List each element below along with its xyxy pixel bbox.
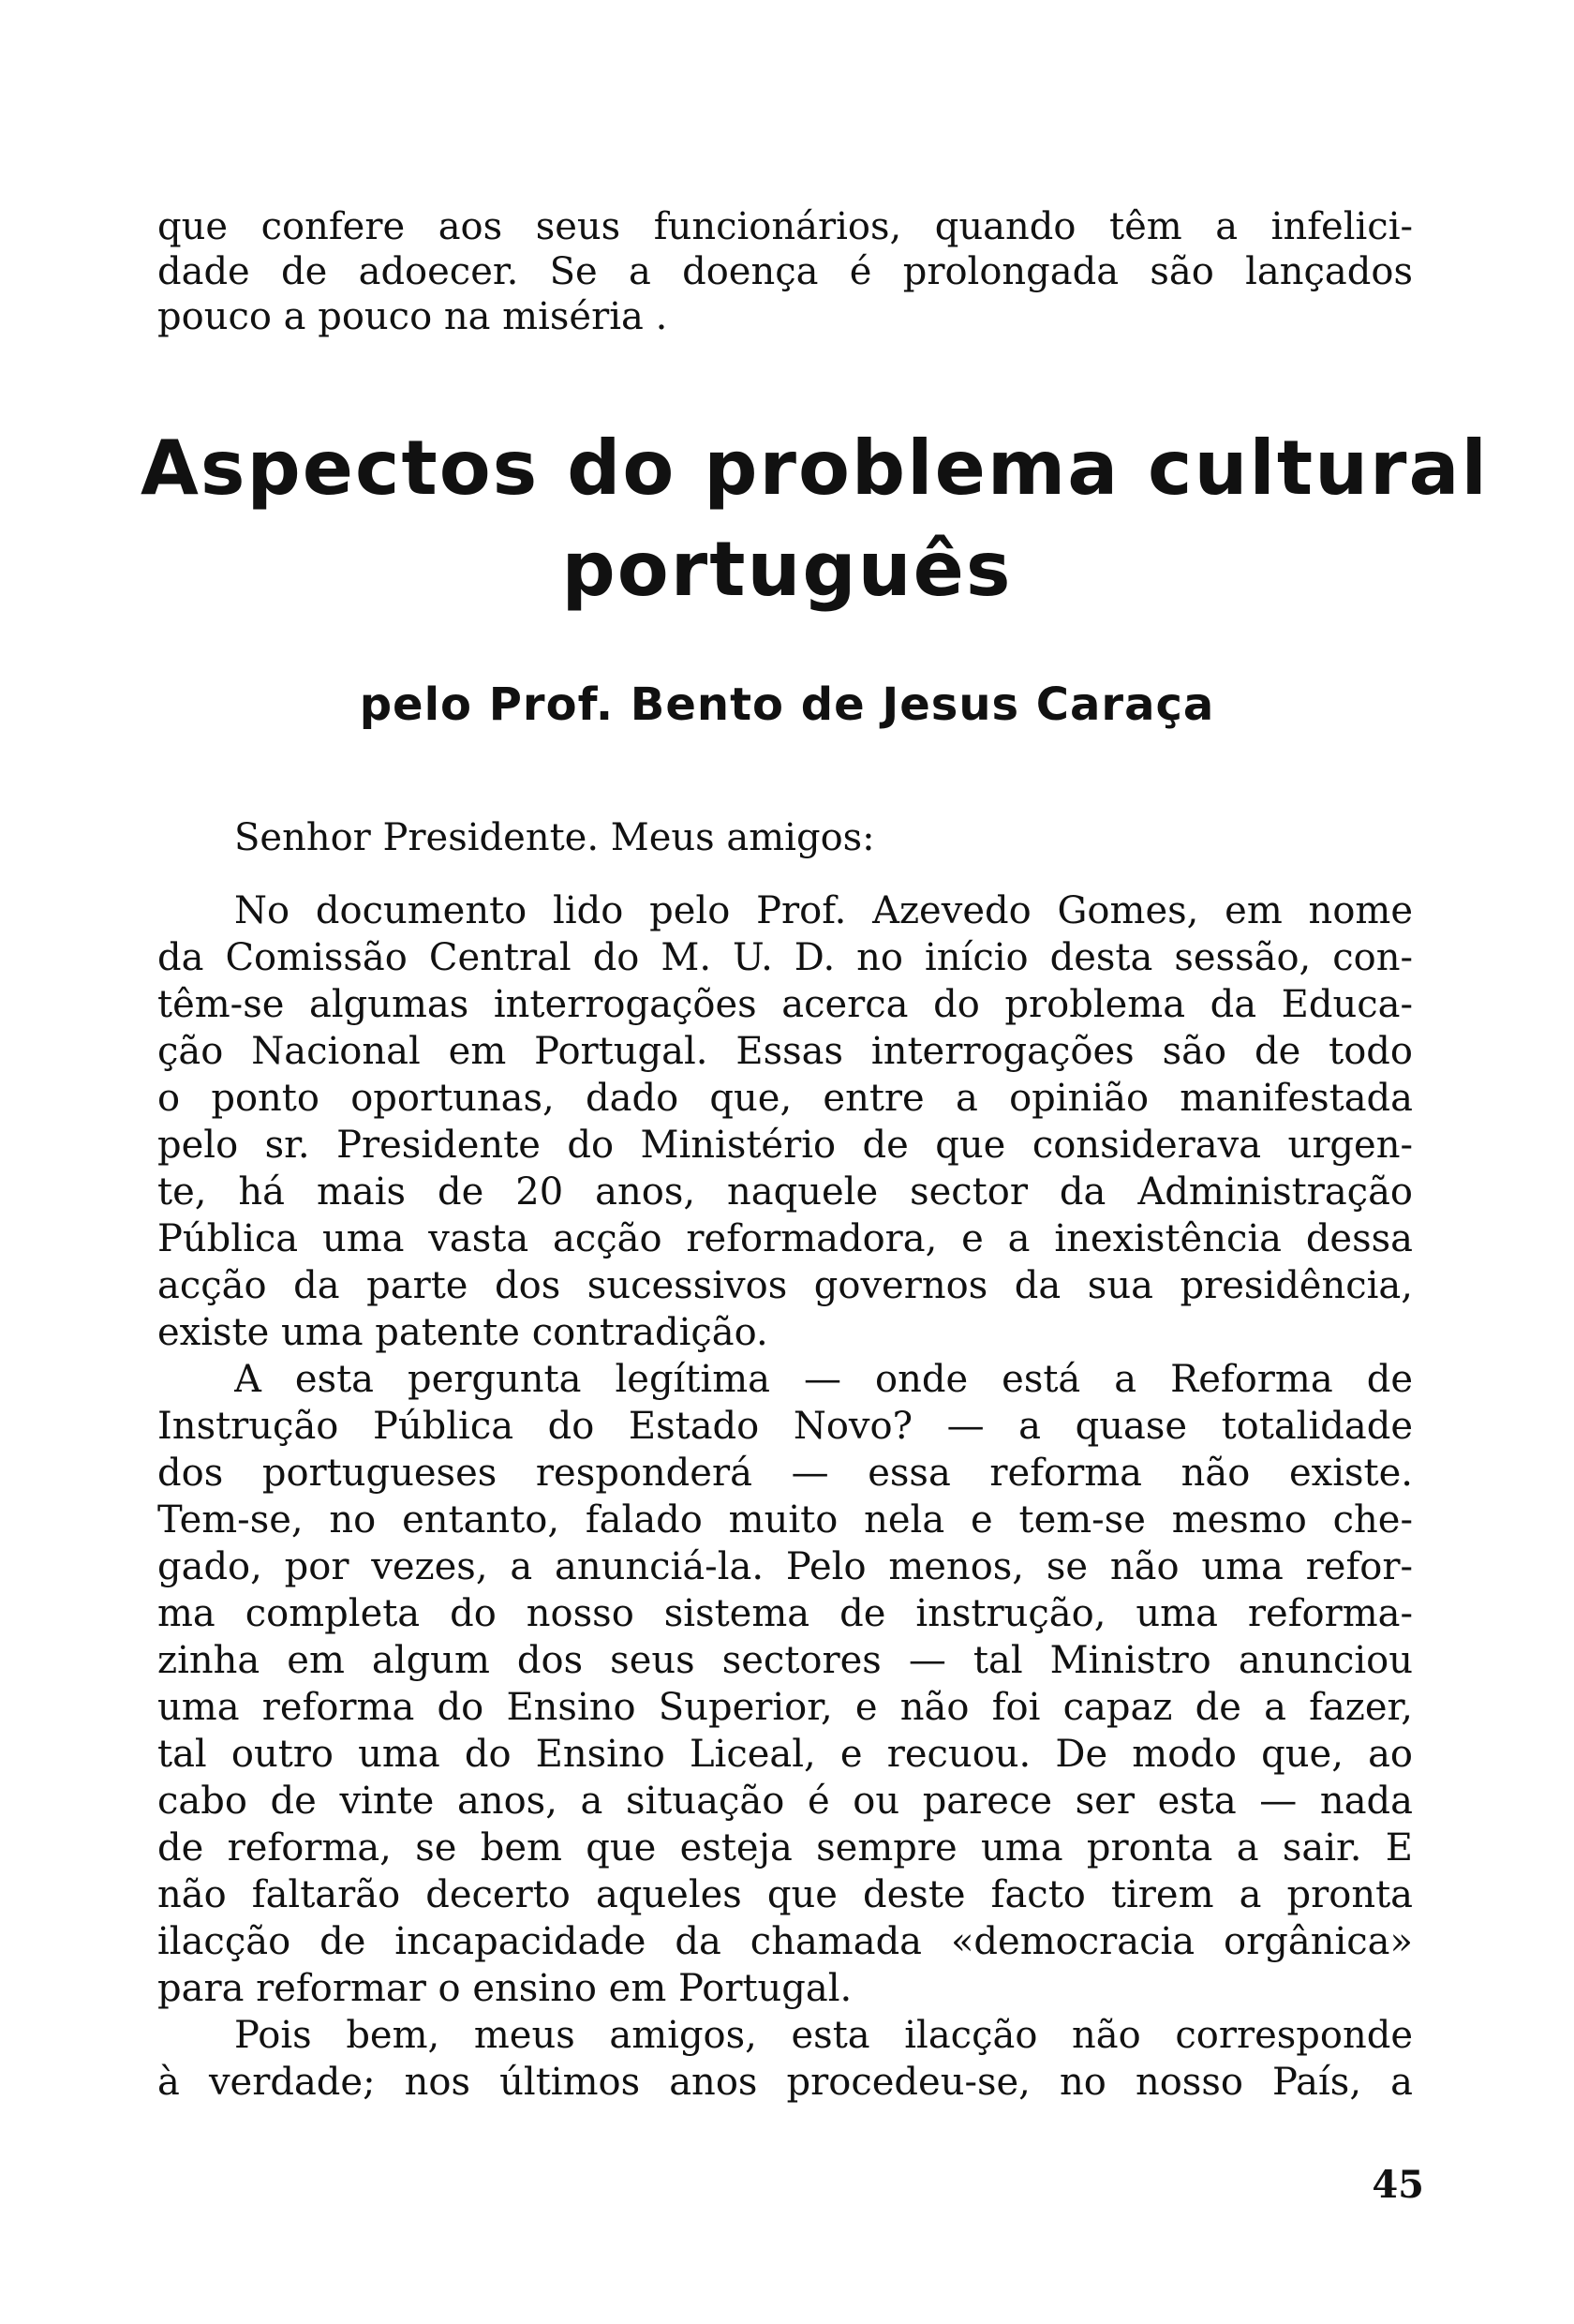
body-line: da Comissão Central do M. U. D. no início desta sessão, con- <box>157 936 1413 979</box>
body-line: te, há mais de 20 anos, naquele sector da Administração <box>157 1170 1413 1214</box>
body-line: uma reforma do Ensino Superior, e não foi capaz de a fazer, <box>157 1686 1413 1729</box>
body-line: Tem-se, no entanto, falado muito nela e tem-se mesmo che- <box>157 1498 1413 1542</box>
body-line: existe uma patente contradição. <box>157 1311 768 1354</box>
body-line: têm-se algumas interrogações acerca do problema da Educa- <box>157 983 1413 1026</box>
body-line: para reformar o ensino em Portugal. <box>157 1967 853 2010</box>
body-line: não faltarão decerto aqueles que deste facto tirem a pronta <box>157 1873 1413 1916</box>
page-number: 45 <box>1372 2163 1424 2207</box>
body-line: ilacção de incapacidade da chamada «democracia orgânica» <box>157 1920 1413 1963</box>
body-line: No documento lido pelo Prof. Azevedo Gomes, em nome <box>234 889 1413 932</box>
body-line: gado, por vezes, a anunciá-la. Pelo menos, se não uma refor- <box>157 1545 1413 1588</box>
body-line: dos portugueses responderá — essa reforma não existe. <box>157 1452 1413 1495</box>
body-line: A esta pergunta legítima — onde está a Reforma de <box>234 1358 1413 1401</box>
body-line: de reforma, se bem que esteja sempre uma pronta a sair. E <box>157 1826 1413 1870</box>
body-line: cabo de vinte anos, a situação é ou parece ser esta — nada <box>157 1780 1413 1823</box>
article-title-line-1: Aspectos do problema cultural <box>141 425 1489 512</box>
body-line: Pois bem, meus amigos, esta ilacção não corresponde <box>234 2014 1413 2057</box>
body-line: tal outro uma do Ensino Liceal, e recuou. De modo que, ao <box>157 1733 1413 1776</box>
body-line: à verdade; nos últimos anos procedeu-se, no nosso País, a <box>157 2061 1413 2104</box>
salutation: Senhor Presidente. Meus amigos: <box>234 816 875 859</box>
article-author: pelo Prof. Bento de Jesus Caraça <box>359 678 1215 731</box>
intro-line: dade de adoecer. Se a doença é prolongada são lançados <box>157 250 1413 293</box>
body-line: acção da parte dos sucessivos governos da sua presidência, <box>157 1264 1413 1307</box>
article-title-line-2: português <box>561 526 1013 613</box>
body-line: zinha em algum dos seus sectores — tal Ministro anunciou <box>157 1639 1413 1682</box>
body-line: Instrução Pública do Estado Novo? — a quase totalidade <box>157 1405 1413 1448</box>
body-line: o ponto oportunas, dado que, entre a opinião manifestada <box>157 1077 1413 1120</box>
body-line: pelo sr. Presidente do Ministério de que considerava urgen- <box>157 1124 1413 1167</box>
intro-line: pouco a pouco na miséria . <box>157 295 668 338</box>
body-line: Pública uma vasta acção reformadora, e a inexistência dessa <box>157 1217 1413 1260</box>
intro-line: que confere aos seus funcionários, quando têm a infelici- <box>157 205 1413 248</box>
body-line: ção Nacional em Portugal. Essas interrogações são de todo <box>157 1030 1413 1073</box>
body-line: ma completa do nosso sistema de instrução, uma reforma- <box>157 1592 1413 1635</box>
